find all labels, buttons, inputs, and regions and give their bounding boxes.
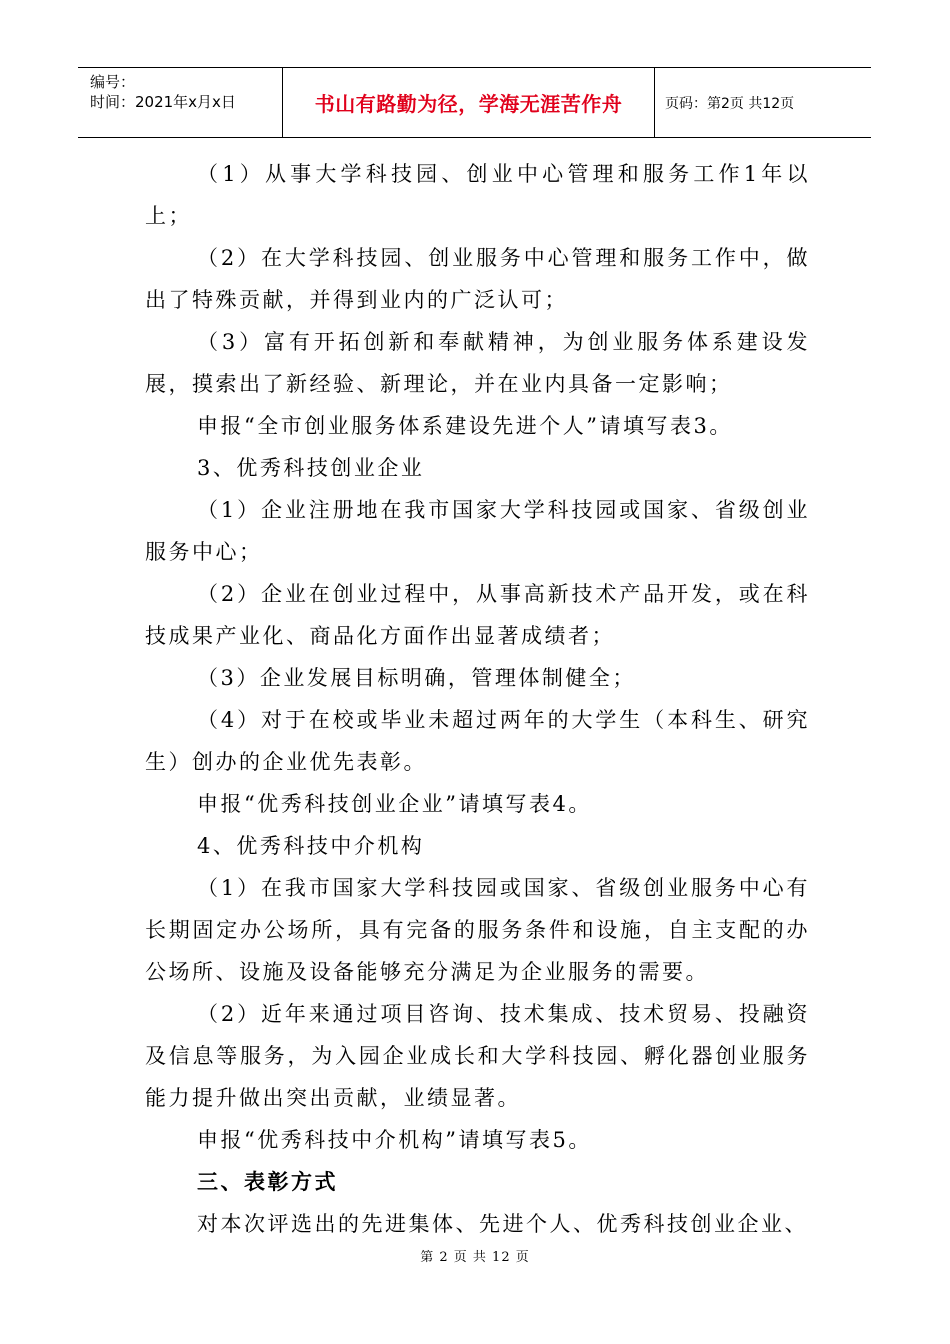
date-label: 时间：2021年x月x日 [90,93,236,111]
section-heading: 三、表彰方式 [197,1170,338,1194]
header-meta [78,68,283,137]
paragraph: （1）企业注册地在我市国家大学科技园或国家、省级创业服务中心； [145,498,810,564]
paragraph: 申报“优秀科技中介机构”请填写表5。 [197,1128,592,1152]
paragraph: （2）在大学科技园、创业服务中心管理和服务工作中，做出了特殊贡献，并得到业内的广泛认可； [145,246,810,312]
paragraph: （3）企业发展目标明确，管理体制健全； [197,666,636,690]
paragraph: （1）在我市国家大学科技园或国家、省级创业服务中心有长期固定办公场所，具有完备的服务条件和设施，自主支配的办公场所、设施及设备能够充分满足为企业服务的需要。 [145,876,810,984]
section-subheading: 3、优秀科技创业企业 [197,456,425,480]
header-motto: 书山有路勤为径，学海无涯苦作舟 [283,68,655,137]
document-body [145,153,810,1245]
paragraph: （2）近年来通过项目咨询、技术集成、技术贸易、投融资及信息等服务，为入园企业成长和大学科技园、孵化器创业服务能力提升做出突出贡献，业绩显著。 [145,1002,810,1110]
paragraph: 申报“优秀科技创业企业”请填写表4。 [197,792,592,816]
paragraph: （2）企业在创业过程中，从事高新技术产品开发，或在科技成果产业化、商品化方面作出显著成绩者； [145,582,810,648]
paragraph: （4）对于在校或毕业未超过两年的大学生（本科生、研究生）创办的企业优先表彰。 [145,708,810,774]
page-footer: 第 2 页 共 12 页 [420,1250,530,1265]
paragraph: 申报“全市创业服务体系建设先进个人”请填写表3。 [197,414,733,438]
paragraph: （1）从事大学科技园、创业中心管理和服务工作1年以上； [145,162,810,228]
paragraph: 对本次评选出的先进集体、先进个人、优秀科技创业企业、 [197,1212,808,1236]
serial-number-label: 编号： [90,73,136,91]
paragraph: （3）富有开拓创新和奉献精神，为创业服务体系建设发展，摸索出了新经验、新理论，并在业内具备一定影响； [145,330,810,396]
section-subheading: 4、优秀科技中介机构 [197,834,425,858]
header-page-info: 页码：第2页 共12页 [665,95,795,112]
page-header [78,67,871,138]
